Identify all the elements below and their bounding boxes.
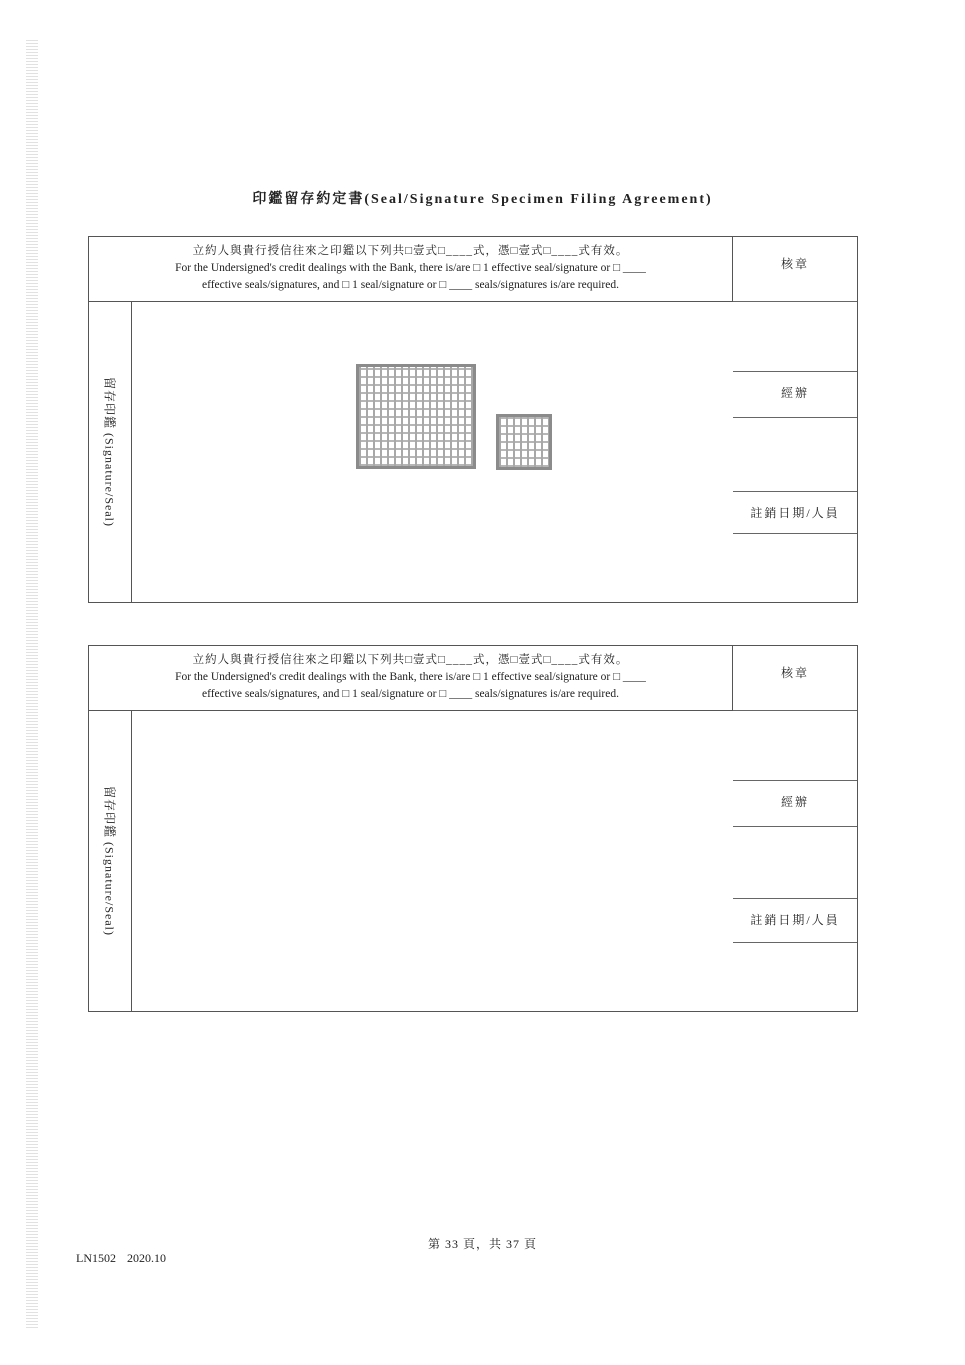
approval-column [733, 237, 857, 602]
specimen-block-2 [88, 645, 858, 1012]
verify-seal-label: 核章 [733, 237, 857, 302]
seal-stamp-large [356, 364, 476, 469]
agreement-header [89, 646, 733, 711]
handler-box [733, 418, 857, 492]
seal-stamp-small [496, 414, 552, 470]
agreement-text-en-line2: effective seals/signatures, and □ 1 seal/signature or □ ____ seals/signatures is/are required. [201, 688, 619, 700]
agreement-text-en-line1: For the Undersigned's credit dealings with the Bank, there is/are □ 1 effective seal/signature or □ ____ [175, 262, 646, 274]
form-code: LN1502 2020.10 [76, 1251, 166, 1265]
approval-column [733, 646, 857, 1011]
signature-seal-label: 留存印鑑 (Signature/Seal) [89, 711, 132, 1011]
cancel-date-box [733, 943, 857, 1011]
verify-seal-box [733, 711, 857, 781]
document-title: 印鑑留存約定書(Seal/Signature Specimen Filing Agreement) [252, 192, 713, 207]
handler-label: 經辦 [733, 372, 857, 418]
verify-seal-box [733, 302, 857, 372]
verify-seal-label: 核章 [733, 646, 857, 711]
agreement-text-zh: 立約人與貴行授信往來之印鑑以下列共□壹式□____式，憑□壹式□____式有效。 [192, 654, 629, 666]
handler-label: 經辦 [733, 781, 857, 827]
cancel-date-label: 註銷日期/人員 [733, 492, 857, 534]
agreement-text-zh: 立約人與貴行授信往來之印鑑以下列共□壹式□____式，憑□壹式□____式有效。 [192, 245, 629, 257]
scan-edge-artifact [26, 40, 38, 1330]
cancel-date-label: 註銷日期/人員 [733, 899, 857, 943]
agreement-text-en-line2: effective seals/signatures, and □ 1 seal/signature or □ ____ seals/signatures is/are required. [201, 279, 619, 291]
signature-seal-area [132, 302, 733, 602]
signature-seal-area [132, 711, 733, 1011]
cancel-date-box [733, 534, 857, 602]
specimen-block-1 [88, 236, 858, 603]
signature-seal-label: 留存印鑑 (Signature/Seal) [89, 302, 132, 602]
page-number: 第 33 頁，共 37 頁 [427, 1237, 537, 1251]
handler-box [733, 827, 857, 899]
agreement-header [89, 237, 733, 302]
agreement-text-en-line1: For the Undersigned's credit dealings with the Bank, there is/are □ 1 effective seal/signature or □ ____ [175, 671, 646, 683]
